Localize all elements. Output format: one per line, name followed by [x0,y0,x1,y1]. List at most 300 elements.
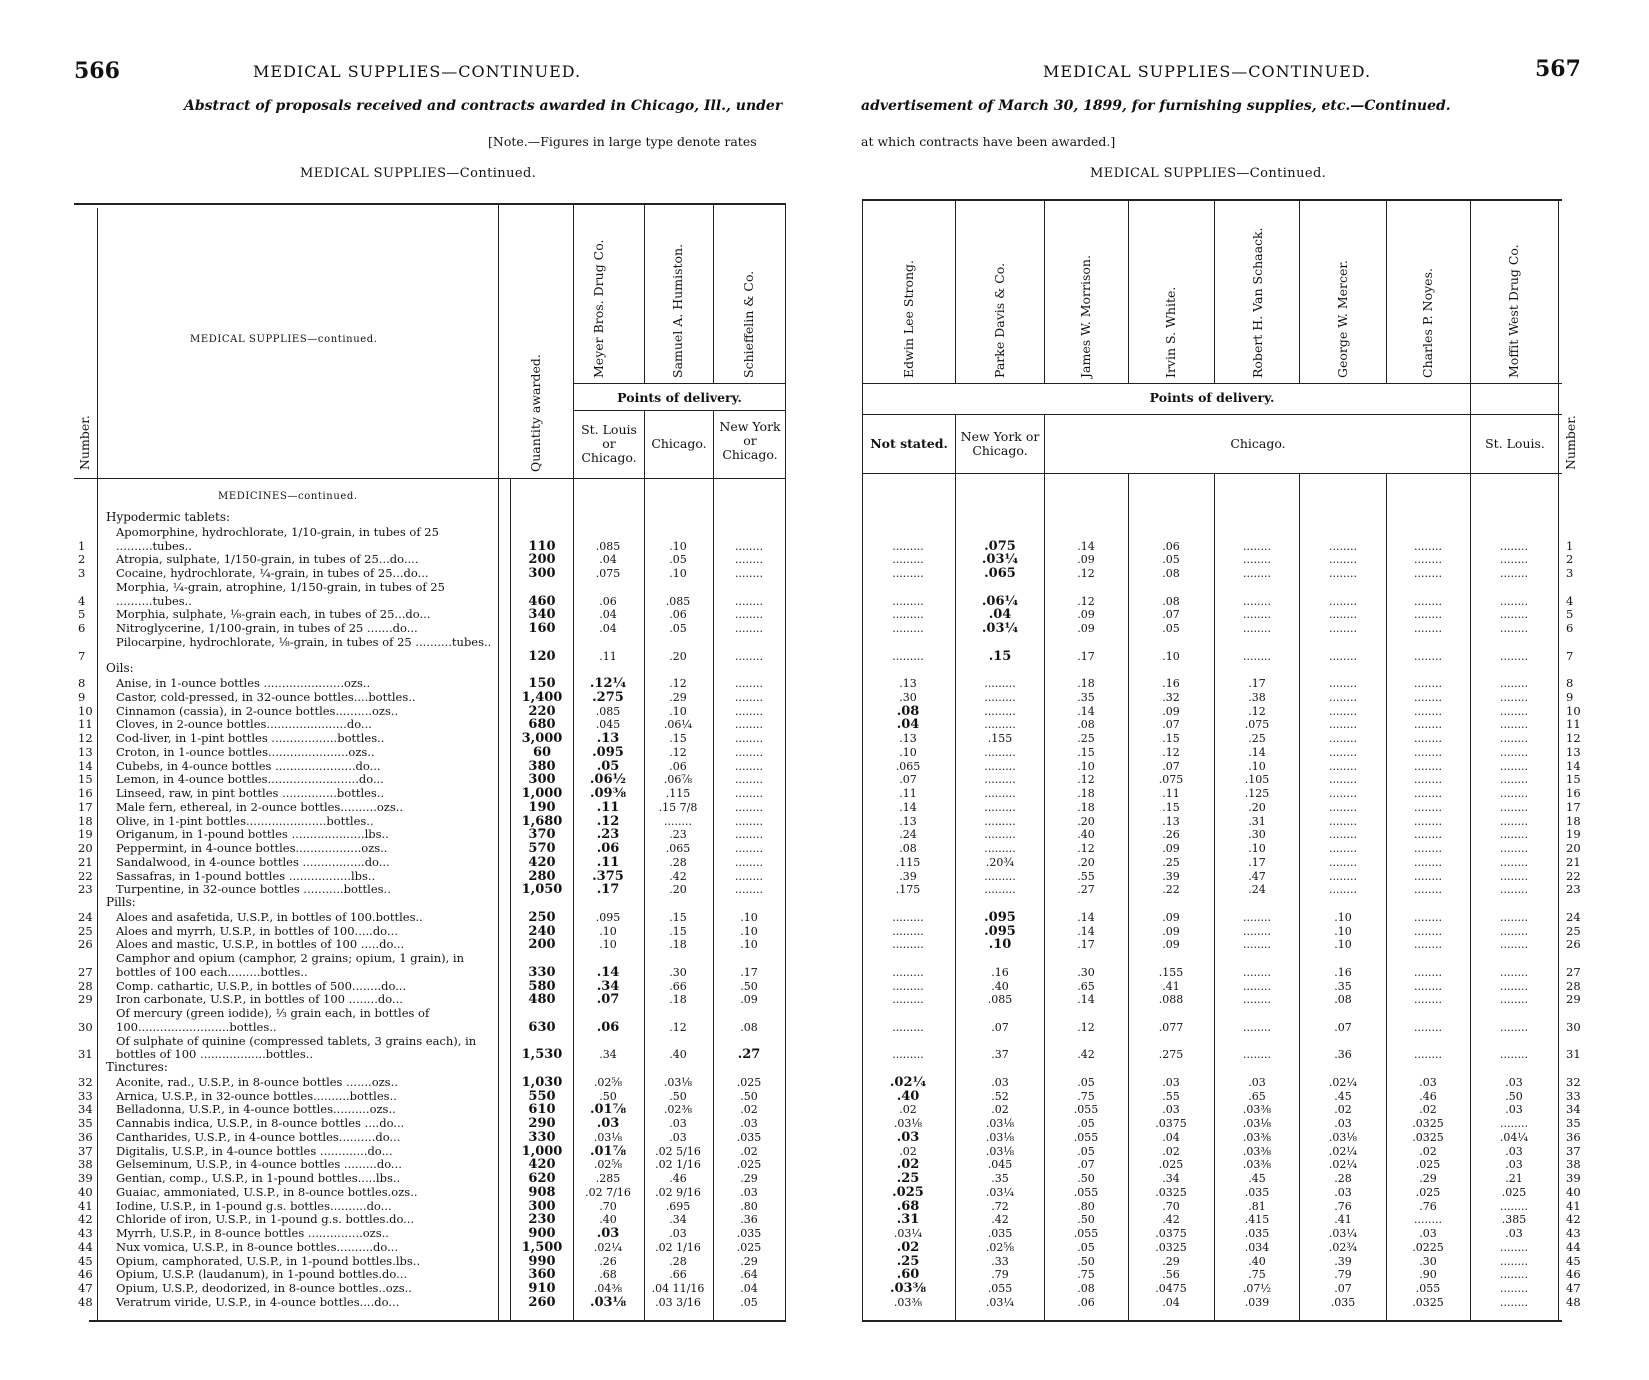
right-number-col-header: Number. [1563,415,1578,470]
price-cell: .40 [1248,1254,1266,1268]
price-cell: .175 [895,883,921,897]
price-cell: .10 [988,937,1012,953]
quantity-awarded: 220 [528,703,556,719]
price-cell: .025 [736,1158,762,1172]
quantity-awarded: 1,530 [521,1047,563,1063]
price-cell: .12 [1077,567,1095,580]
price-cell: .24 [899,828,917,842]
left-points-of-delivery: Points of delivery. [617,390,742,405]
row-description: Anise, in 1-ounce bottles ......................ozs.. [116,677,371,690]
price-cell: ........ [735,608,763,622]
row-description: Cubebs, in 4-ounce bottles ......................do... [116,759,381,773]
left-number-col-header: Number. [77,415,92,470]
price-cell: .03 [1248,1075,1266,1089]
row-description: Opium, camphorated, U.S.P., in 1-pound bottles.lbs.. [116,1254,421,1268]
price-cell: .275 [592,689,624,705]
price-cell: .30 [1077,965,1095,979]
price-cell: ......... [892,553,924,567]
price-cell: .05 [740,1295,758,1309]
price-cell: .09⅜ [589,786,627,801]
price-cell: ........ [1500,1020,1528,1034]
price-cell: .02 1/16 [655,1240,701,1254]
row-description: Digitalis, U.S.P., in 4-ounce bottles .............do... [116,1144,393,1158]
quantity-awarded: 1,400 [521,689,563,705]
price-cell: .15 [1162,800,1180,814]
price-cell: .025 [1415,1158,1441,1172]
price-cell: ........ [1500,1268,1528,1282]
price-cell: .55 [1077,869,1095,883]
price-cell: .02⅝ [985,1240,1015,1254]
price-cell: .26 [1162,828,1180,842]
row-number-right: 32 [1566,1074,1581,1089]
price-cell: .0225 [1412,1240,1444,1254]
price-cell: .09 [740,993,758,1007]
price-cell: .64 [740,1268,758,1282]
price-cell: .06 [1077,1295,1095,1309]
price-cell: .79 [991,1268,1009,1282]
row-number-right: 8 [1566,676,1574,690]
price-cell: ........ [1329,773,1357,787]
row-number: 16 [78,786,93,800]
price-cell: .15 [669,924,687,938]
row-number: 21 [78,854,93,869]
row-number: 14 [78,758,93,773]
price-cell: .55 [1162,1089,1180,1103]
row-number-right: 28 [1566,978,1581,993]
row-number: 4 [78,593,86,608]
price-cell: .065 [665,842,691,855]
quantity-awarded: 480 [528,992,556,1008]
price-cell: .18 [1077,677,1095,690]
row-number-right: 42 [1566,1212,1581,1227]
row-number-right: 2 [1566,552,1574,567]
price-cell: .20 [1248,800,1266,814]
price-cell: .03⅜ [893,1295,923,1309]
row-description: Comp. cathartic, U.S.P., in bottles of 500........do... [116,979,407,993]
price-cell: .24 [1248,883,1266,897]
price-cell: .09 [1162,704,1180,718]
price-cell: .01⅞ [589,1102,627,1118]
price-cell: .02¼ [1328,1075,1358,1089]
price-cell: .06⅞ [663,773,693,787]
price-cell: .02¼ [1328,1144,1358,1158]
price-cell: .025 [892,1184,924,1200]
row-description: Chloride of iron, U.S.P., in 1-pound g.s. bottles.do... [116,1213,415,1227]
price-cell: .20¾ [985,855,1015,869]
price-cell: .0375 [1155,1227,1187,1240]
price-cell: .15 [669,910,687,924]
row-number: 17 [78,799,93,814]
price-cell: ........ [735,567,763,580]
price-cell: .10 [669,539,687,553]
group-label: Pills: [106,895,136,909]
price-cell: ........ [1500,979,1528,993]
price-cell: .34 [1162,1172,1180,1185]
price-cell: ........ [1414,718,1442,732]
price-cell: .12 [669,745,687,759]
price-cell: ........ [1414,567,1442,580]
row-description: Myrrh, U.S.P., in 8-ounce bottles ...............ozs.. [116,1227,389,1240]
price-cell: ........ [1500,1282,1528,1295]
price-cell: ........ [735,759,763,773]
row-description: Guaiac, ammoniated, U.S.P., in 8-ounce bottles.ozs.. [116,1185,418,1199]
price-cell: ........ [1500,745,1528,759]
quantity-awarded: 910 [528,1281,556,1296]
price-cell: .17 [1077,649,1095,663]
quantity-awarded: 900 [528,1226,556,1241]
price-cell: .30 [1419,1254,1437,1268]
price-cell: ........ [1329,855,1357,869]
price-cell: .03 [991,1075,1009,1089]
price-cell: .31 [1248,814,1266,828]
price-cell: ......... [984,828,1016,842]
price-cell: .06 [599,594,617,608]
price-cell: .075 [1244,718,1270,732]
price-cell: .16 [991,965,1009,979]
price-cell: .695 [665,1199,691,1213]
row-number-right: 30 [1566,1019,1581,1034]
price-cell: .02 [1162,1144,1180,1158]
row-description: Cod-liver, in 1-pint bottles ..................bottles.. [116,732,385,745]
price-cell: .08 [1334,993,1352,1007]
price-cell: .25 [1077,732,1095,745]
price-cell: .40 [991,979,1009,993]
left-section-title: MEDICAL SUPPLIES—Continued. [300,166,537,181]
price-cell: ........ [1500,910,1528,924]
price-cell: ........ [735,622,763,635]
price-cell: ........ [1243,553,1271,567]
bidder-moffit-west: Moffit West Drug Co. [1506,244,1521,378]
row-number: 32 [78,1074,93,1089]
row-description: Castor, cold-pressed, in 32-ounce bottles....bottles.. [116,690,416,704]
quantity-awarded: 1,050 [521,882,563,898]
price-cell: .03 [669,1227,687,1240]
price-cell: .09 [1162,924,1180,938]
price-cell: ........ [1329,608,1357,622]
price-cell: .03¼ [981,621,1019,636]
price-cell: .50 [1505,1089,1523,1103]
price-cell: ........ [1243,965,1271,979]
price-cell: .055 [1073,1103,1099,1117]
price-cell: .275 [1158,1048,1184,1062]
price-cell: ........ [1414,732,1442,745]
row-number: 40 [78,1184,93,1199]
price-cell: .16 [1334,965,1352,979]
price-cell: .02 [1419,1103,1437,1117]
price-cell: .13 [899,732,917,745]
price-cell: ........ [1414,842,1442,855]
price-cell: .06¼ [981,593,1019,609]
price-cell: .18 [1077,800,1095,814]
price-cell: .17 [1077,938,1095,952]
row-number: 44 [78,1239,93,1254]
price-cell: .04 [1162,1130,1180,1144]
price-cell: .27 [737,1047,761,1063]
price-cell: .07 [899,773,917,787]
quantity-awarded: 280 [528,868,556,884]
price-cell: ........ [735,594,763,608]
price-cell: ......... [892,567,924,580]
price-cell: .025 [736,1075,762,1089]
price-cell: .25 [896,1253,920,1269]
price-cell: ........ [1500,1254,1528,1268]
price-cell: ........ [1500,718,1528,732]
quantity-col-header: Quantity awarded. [528,354,543,472]
price-cell: .055 [987,1282,1013,1295]
row-number: 43 [78,1226,93,1240]
row-number: 2 [78,552,86,567]
price-cell: .02 1/16 [655,1158,701,1172]
row-description: Aloes and mastic, U.S.P., in bottles of 100 .....do... [116,938,405,952]
price-cell: ......... [984,787,1016,800]
quantity-awarded: 110 [528,538,556,554]
price-cell: .41 [1162,979,1180,993]
row-number: 8 [78,676,86,690]
price-cell: .72 [991,1199,1009,1213]
row-number-right: 26 [1566,937,1581,952]
price-cell: .75 [1248,1268,1266,1282]
price-cell: ........ [1500,965,1528,979]
price-cell: .25 [896,1171,920,1186]
price-cell: ........ [1500,773,1528,787]
price-cell: ........ [1500,1048,1528,1062]
price-cell: .37 [991,1048,1009,1062]
price-cell: .76 [1419,1199,1437,1213]
price-cell: .02 [1334,1103,1352,1117]
row-number-right: 25 [1566,923,1581,938]
row-number-right: 10 [1566,703,1581,718]
price-cell: .05 [596,758,620,774]
price-cell: .12 [1077,594,1095,608]
price-cell: .115 [895,855,921,869]
price-cell: .42 [669,869,687,883]
price-cell: .50 [669,1089,687,1103]
price-cell: .02¼ [889,1074,927,1090]
row-description: Of sulphate of quinine (compressed tablets, 3 grains each), in bottles of 100 ..................bottles.. [116,1034,477,1062]
price-cell: .12 [669,677,687,690]
quantity-awarded: 420 [528,854,556,870]
row-number: 35 [78,1116,93,1130]
price-cell: .20 [1077,855,1095,869]
price-cell: .75 [1077,1089,1095,1103]
price-cell: .03⅛ [985,1117,1015,1130]
price-cell: .28 [669,855,687,869]
quantity-awarded: 160 [528,621,556,636]
row-number: 13 [78,744,93,759]
price-cell: ........ [1414,745,1442,759]
bidder-irvin-white: Irvin S. White. [1163,286,1178,378]
price-cell: .04 [599,608,617,622]
price-cell: ......... [892,965,924,979]
price-cell: .13 [899,814,917,828]
price-cell: ........ [1243,1048,1271,1062]
price-cell: .02 [896,1157,920,1173]
price-cell: ......... [984,883,1016,897]
quantity-awarded: 60 [532,744,552,760]
price-cell: .07 [1162,718,1180,732]
price-cell: ........ [1329,718,1357,732]
price-cell: ........ [1329,842,1357,855]
price-cell: .65 [1077,979,1095,993]
row-number-right: 12 [1566,731,1581,745]
price-cell: .26 [599,1254,617,1268]
price-cell: ........ [1500,993,1528,1007]
price-cell: .055 [1073,1227,1099,1240]
price-cell: .07 [1162,759,1180,773]
price-cell: .39 [899,869,917,883]
price-cell: .0375 [1155,1117,1187,1130]
price-cell: .12 [1077,773,1095,787]
price-cell: .13 [899,677,917,690]
price-cell: ........ [1329,567,1357,580]
price-cell: .45 [1334,1089,1352,1103]
price-cell: .02⅝ [593,1075,623,1089]
price-cell: ........ [1414,594,1442,608]
price-cell: .10 [599,924,617,938]
price-cell: .125 [1244,787,1270,800]
quantity-awarded: 200 [528,552,556,568]
row-number-right: 14 [1566,758,1581,773]
price-cell: ........ [1500,567,1528,580]
price-cell: .075 [1158,773,1184,787]
price-cell: .06 [669,759,687,773]
price-cell: .088 [1158,993,1184,1007]
price-cell: ........ [1329,800,1357,814]
row-description: Iodine, U.S.P., in 1-pound g.s. bottles..........do... [116,1199,392,1213]
price-cell: ........ [1329,649,1357,663]
price-cell: .23 [669,828,687,842]
price-cell: ........ [1500,704,1528,718]
price-cell: .04 [988,607,1012,623]
price-cell: .025 [736,1240,762,1254]
row-number: 7 [78,648,86,663]
price-cell: .155 [1158,965,1184,979]
quantity-awarded: 240 [528,923,556,939]
price-cell: .46 [1419,1089,1437,1103]
price-cell: ........ [1329,732,1357,745]
price-cell: .03 3/16 [655,1295,701,1309]
price-cell: .06 [1162,539,1180,553]
price-cell: .085 [595,539,621,553]
row-description: Morphia, ¼-grain, atrophine, 1/150-grain, in tubes of 25 ..........tubes.. [116,580,445,608]
price-cell: .17 [740,965,758,979]
price-cell: ........ [1243,594,1271,608]
price-cell: .14 [1077,910,1095,924]
price-cell: .28 [669,1254,687,1268]
price-cell: .03 [1505,1103,1523,1117]
price-cell: .04⅜ [593,1282,623,1295]
price-cell: .03 [1419,1227,1437,1240]
price-cell: .03 [1505,1075,1523,1089]
price-cell: .035 [736,1227,762,1240]
price-cell: .34 [669,1213,687,1227]
price-cell: .52 [991,1089,1009,1103]
price-cell: .29 [1419,1172,1437,1185]
price-cell: .90 [1419,1268,1437,1282]
price-cell: .0475 [1155,1282,1187,1295]
price-cell: ........ [1414,1213,1442,1227]
row-number-right: 29 [1566,992,1581,1007]
price-cell: .055 [1415,1282,1441,1295]
group-label: Oils: [106,661,134,676]
price-cell: .02 [896,1239,920,1255]
price-cell: .22 [1162,883,1180,897]
price-cell: .60 [896,1267,920,1283]
row-number-right: 27 [1566,964,1581,979]
price-cell: .20 [669,649,687,663]
price-cell: ........ [1414,979,1442,993]
price-cell: .06 [596,1019,620,1035]
row-number-right: 3 [1566,566,1574,580]
row-description: Cocaine, hydrochlorate, ¼-grain, in tubes of 25...do... [116,567,429,580]
price-cell: .09 [1077,608,1095,622]
price-cell: .095 [984,909,1016,925]
price-cell: ........ [735,677,763,690]
price-cell: .03 [1505,1144,1523,1158]
price-cell: .15 [988,648,1012,664]
price-cell: .10 [899,745,917,759]
price-cell: .02¼ [593,1240,623,1254]
price-cell: ........ [1414,787,1442,800]
price-cell: .0325 [1155,1185,1187,1199]
price-cell: .085 [987,993,1013,1007]
quantity-awarded: 1,500 [521,1239,563,1255]
row-number-right: 4 [1566,593,1574,608]
quantity-awarded: 290 [528,1116,556,1131]
price-cell: .29 [669,690,687,704]
row-description: Pilocarpine, hydrochlorate, ⅛-grain, in tubes of 25 ..........tubes.. [116,635,492,649]
price-cell: ........ [1243,938,1271,952]
price-cell: .10 [1334,938,1352,952]
price-cell: ........ [1329,594,1357,608]
price-cell: .31 [896,1212,920,1228]
price-cell: ........ [1414,622,1442,635]
price-cell: .11 [599,649,617,663]
row-number: 6 [78,621,86,635]
row-number: 12 [78,731,93,745]
price-cell: ........ [735,718,763,732]
price-cell: .25 [1248,732,1266,745]
price-cell: .025 [1415,1185,1441,1199]
price-cell: .50 [1077,1213,1095,1227]
price-cell: .385 [1501,1213,1527,1227]
price-cell: ........ [1414,759,1442,773]
price-cell: ......... [892,924,924,938]
quantity-awarded: 570 [528,841,556,856]
price-cell: .21 [1505,1172,1523,1185]
price-cell: .095 [984,923,1016,939]
price-cell: .14 [899,800,917,814]
price-cell: .055 [1073,1130,1099,1144]
price-cell: ........ [1329,869,1357,883]
price-cell: .03⅛ [985,1144,1015,1158]
quantity-awarded: 230 [528,1212,556,1228]
price-cell: .14 [1077,924,1095,938]
price-cell: .03 [1334,1117,1352,1130]
row-description: Atropia, sulphate, 1/150-grain, in tubes of 25...do.... [116,553,419,567]
price-cell: ........ [1500,608,1528,622]
group-label: Tinctures: [106,1060,168,1074]
row-description: Male fern, ethereal, in 2-ounce bottles..........ozs.. [116,800,404,814]
price-cell: .76 [1334,1199,1352,1213]
row-number-right: 19 [1566,827,1581,842]
point-chicago-right: Chicago. [1230,436,1286,451]
price-cell: .02 7/16 [585,1185,631,1199]
quantity-awarded: 380 [528,758,556,774]
price-cell: .40 [599,1213,617,1227]
price-cell: .40 [1077,828,1095,842]
price-cell: ........ [1414,883,1442,897]
